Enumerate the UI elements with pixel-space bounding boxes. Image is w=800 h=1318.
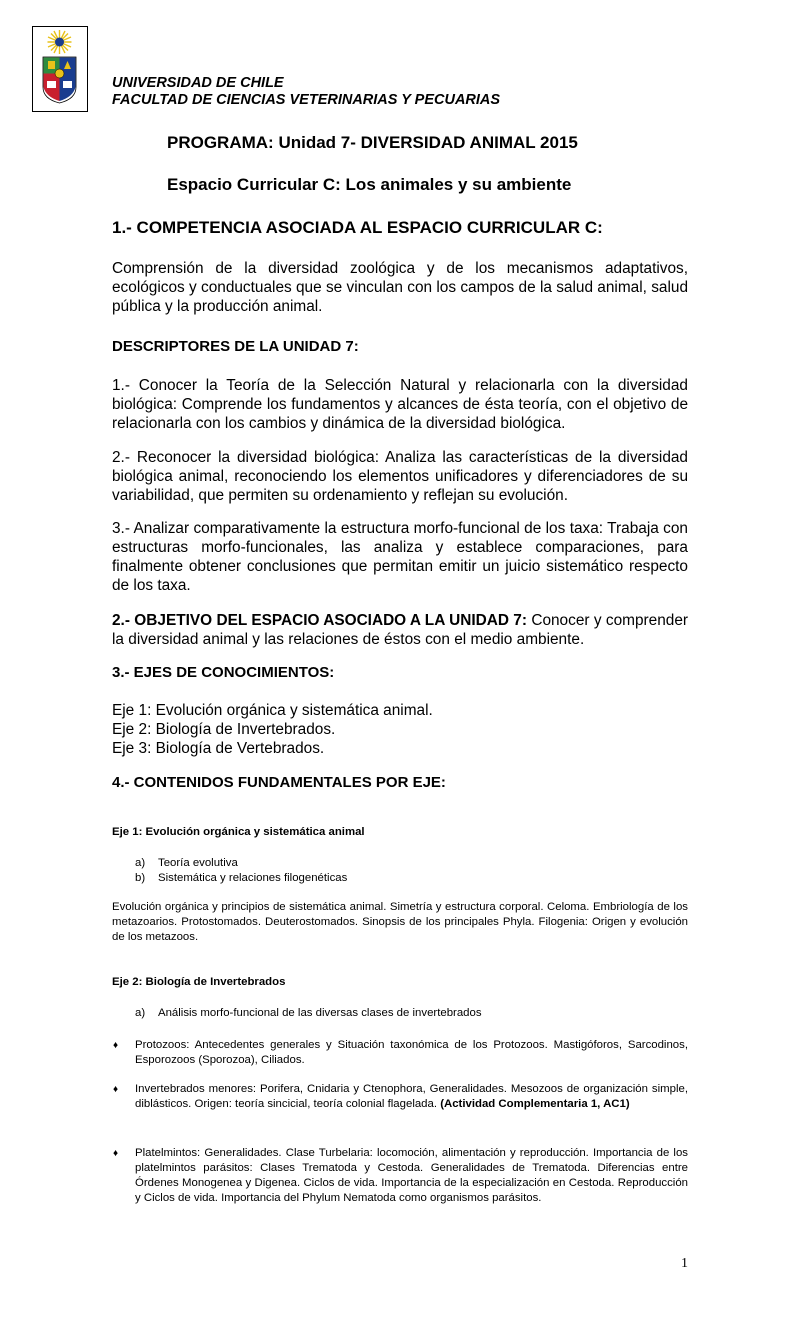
eje-list-item: Eje 2: Biología de Invertebrados. [112, 721, 336, 738]
eje2-bullet-text: Platelmintos: Generalidades. Clase Turbelaria: locomoción, alimentación y reproducción. Importancia de los platelmintos parásitos: Clases Trematoda y Cestoda. Generalidades de Trematoda. Diferencias entre Órdenes Monogenea y Digenea. Ciclos de vida. Importancia de la especialización en Cestoda. Reproducción y Ciclos de vida. Importancia del Phylum Nematoda como organismos parásitos. [135, 1147, 688, 1204]
section1-heading: 1.- COMPETENCIA ASOCIADA AL ESPACIO CURRICULAR C: [112, 218, 603, 237]
list-text: Análisis morfo-funcional de las diversas clases de invertebrados [158, 1007, 482, 1019]
list-letter: a) [135, 1007, 146, 1019]
eje2-bullet-text [135, 1082, 688, 1112]
section1-text: Comprensión de la diversidad zoológica y de los mecanismos adaptativos, ecológicos y conductuales que se vinculan con los campos de la salud animal, salud pública y la producción animal. [112, 260, 688, 315]
bullet-plain-text: Invertebrados menores: Porifera, Cnidaria y Ctenophora, Generalidades. Mesozoos de organización simple, diblásticos. Origen: teoría sincicial, teoría colonial flagelada. [135, 1083, 688, 1110]
eje2-bullet-text: Protozoos: Antecedentes generales y Situación taxonómica de los Protozoos. Mastigóforos, Sarcodinos, Esporozoos (Sporozoa), Ciliados. [135, 1039, 688, 1066]
eje-list [112, 701, 688, 758]
eje2-heading: Eje 2: Biología de Invertebrados [112, 976, 286, 988]
eje2-list-item [135, 1006, 482, 1021]
diamond-bullet-icon: ♦ [113, 1148, 119, 1159]
descriptor-item: 1.- Conocer la Teoría de la Selección Natural y relacionarla con la diversidad biológica: Comprende los fundamentos y alcances de ésta teoría, con el objetivo de relacionarla con los cambios y dinámica de la diversidad biológica. [112, 377, 688, 432]
faculty-name: FACULTAD DE CIENCIAS VETERINARIAS Y PECUARIAS [112, 92, 501, 108]
eje-list-item: Eje 3: Biología de Vertebrados. [112, 740, 325, 757]
descriptor-item: 2.- Reconocer la diversidad biológica: Analiza las características de la diversidad biológica animal, reconociendo los elementos unificadores y diferenciadores de su variabilidad, que permiten su ordenamiento y reflejan su evolución. [112, 449, 688, 504]
list-text: Sistemática y relaciones filogenéticas [158, 872, 348, 884]
university-crest-logo [32, 26, 88, 112]
eje1-list-item [135, 871, 347, 886]
section2-heading: 2.- OBJETIVO DEL ESPACIO ASOCIADO A LA UNIDAD 7: [112, 612, 527, 629]
section2-text: Conocer y comprender la diversidad animal y las relaciones de éstos con el medio ambiente. [112, 612, 689, 648]
eje1-text: Evolución orgánica y principios de sistemática animal. Simetría y estructura corporal. Celoma. Embriología de los metazoarios. Protostomados. Deuterostomados. Sinopsis de los principales Phyla. Filogenia: Origen y evolución de los metazoos. [112, 901, 688, 943]
list-letter: b) [135, 872, 146, 884]
eje1-list-item [135, 856, 238, 871]
page-number: 1 [681, 1256, 688, 1271]
descriptors-heading: DESCRIPTORES DE LA UNIDAD 7: [112, 338, 359, 355]
diamond-bullet-icon: ♦ [113, 1040, 119, 1051]
university-name: UNIVERSIDAD DE CHILE [112, 75, 284, 91]
list-letter: a) [135, 857, 146, 869]
eje1-heading: Eje 1: Evolución orgánica y sistemática animal [112, 826, 365, 838]
institution-header [112, 75, 500, 109]
crest-icon [33, 27, 86, 110]
section3-heading: 3.- EJES DE CONOCIMIENTOS: [112, 664, 335, 681]
program-title: PROGRAMA: Unidad 7- DIVERSIDAD ANIMAL 2015 [167, 133, 578, 152]
diamond-bullet-icon: ♦ [113, 1084, 119, 1095]
space-title: Espacio Curricular C: Los animales y su ambiente [167, 175, 572, 194]
eje-list-item: Eje 1: Evolución orgánica y sistemática animal. [112, 702, 433, 719]
section2-paragraph [112, 611, 688, 649]
descriptor-item: 3.- Analizar comparativamente la estructura morfo-funcional de los taxa: Trabaja con estructuras morfo-funcionales, las analiza y establece comparaciones, para finalmente obtener conclusiones que permitan emitir un juicio sistemático respecto de los taxa. [112, 520, 688, 594]
section4-heading: 4.- CONTENIDOS FUNDAMENTALES POR EJE: [112, 774, 446, 791]
bullet-bold-text: (Actividad Complementaria 1, AC1) [440, 1098, 630, 1110]
list-text: Teoría evolutiva [158, 857, 238, 869]
